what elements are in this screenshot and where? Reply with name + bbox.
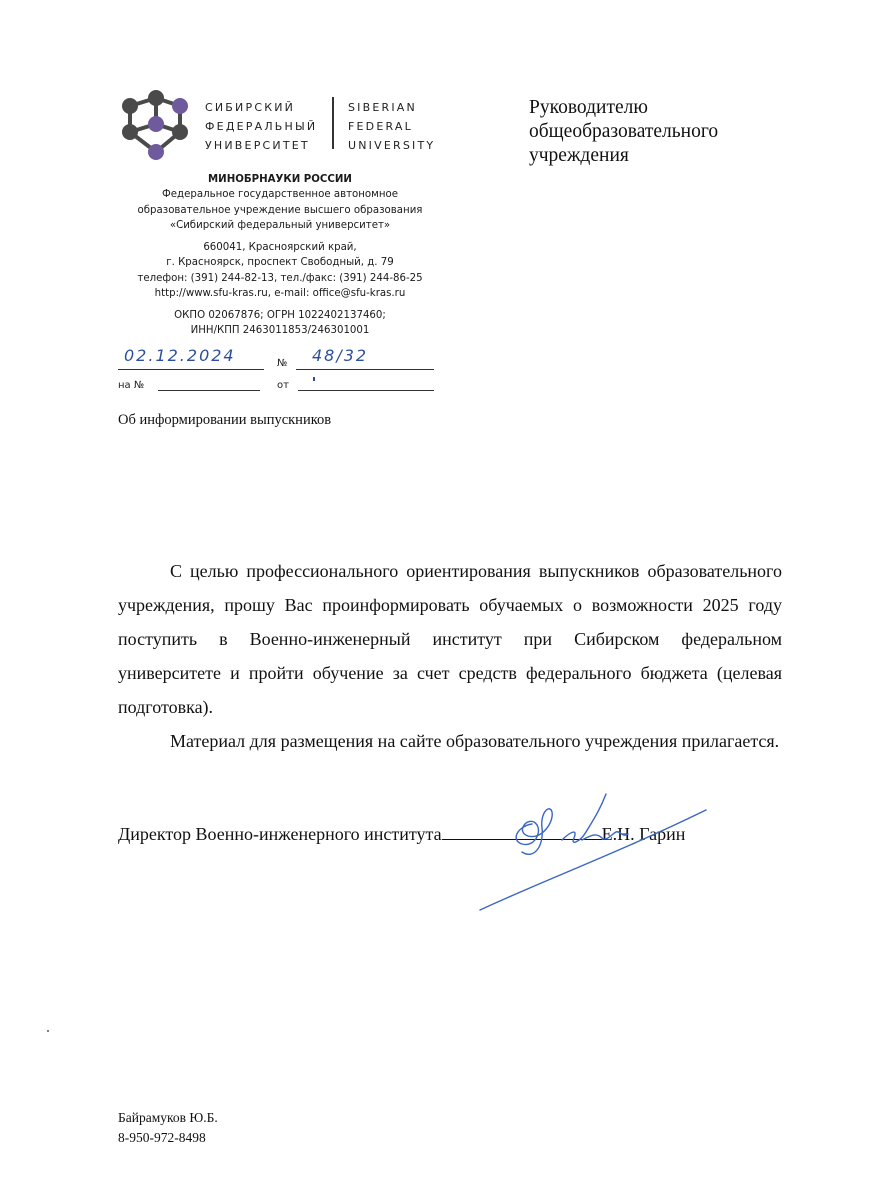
ink-mark: [313, 377, 315, 381]
university-name-ru-line: ФЕДЕРАЛЬНЫЙ: [205, 120, 318, 133]
address-block: [112, 240, 448, 302]
address-line: 660041, Красноярский край,: [203, 242, 357, 253]
codes-block: [112, 308, 448, 339]
executor-phone: 8-950-972-8498: [118, 1130, 206, 1145]
handwritten-signature: [470, 782, 710, 917]
outgoing-date: 02.12.2024: [124, 346, 236, 365]
ministry-title: МИНОБРНАУКИ РОССИИ: [208, 174, 352, 185]
executor-name: Байрамуков Ю.Б.: [118, 1110, 218, 1125]
executor-info: [118, 1108, 218, 1148]
address-line: телефон: (391) 244-82-13, тел./факс: (391) 244-86-25: [137, 272, 423, 284]
organization-block: [112, 172, 448, 234]
university-name-ru: [205, 98, 317, 155]
sfu-logo-icon: [118, 84, 194, 164]
from-underline: [298, 390, 434, 391]
codes-line: ИНН/КПП 2463011853/246301001: [190, 325, 370, 337]
university-name-en: [348, 98, 435, 155]
reference-underline: [158, 390, 260, 391]
address-line: http://www.sfu-kras.ru, e-mail: office@sfu-kras.ru: [154, 288, 406, 300]
university-name-en-line: UNIVERSITY: [348, 139, 436, 152]
addressee-line: учреждения: [529, 145, 629, 166]
letter-subject: Об информировании выпускников: [118, 412, 332, 428]
signer-name: Е.Н. Гарин: [601, 824, 686, 844]
university-name-ru-line: СИБИРСКИЙ: [205, 101, 296, 114]
university-name-en-line: FEDERAL: [348, 120, 413, 133]
reference-label: на №: [118, 380, 145, 391]
org-line: образовательное учреждение высшего образования: [137, 204, 423, 216]
address-line: г. Красноярск, проспект Свободный, д. 79: [166, 257, 394, 269]
org-line: «Сибирский федеральный университет»: [169, 220, 391, 232]
outgoing-number: 48/32: [312, 346, 369, 365]
letter-body: [118, 554, 782, 758]
org-line: Федеральное государственное автономное: [162, 189, 398, 201]
number-label: №: [277, 358, 288, 369]
addressee: [529, 96, 718, 168]
number-underline: [296, 369, 434, 370]
addressee-line: Руководителю: [529, 97, 648, 118]
date-underline: [118, 369, 264, 370]
university-name-ru-line: УНИВЕРСИТЕТ: [205, 139, 310, 152]
codes-line: ОКПО 02067876; ОГРН 1022402137460;: [174, 310, 386, 321]
logo-divider: [332, 97, 334, 149]
body-paragraph: С целью профессионального ориентирования выпускников образовательного учреждения, прошу Вас проинформировать обучаемых о возможности 2025 году поступить в Военно-инженерный институт при Сибирском федеральном университете и пройти обучение за счет средств федерального бюджета (целевая подготовка).: [118, 561, 782, 717]
addressee-line: общеобразовательного: [529, 121, 719, 142]
scan-speck: [47, 1030, 49, 1032]
body-paragraph: Материал для размещения на сайте образовательного учреждения прилагается.: [170, 731, 780, 751]
from-label: от: [277, 380, 289, 391]
university-name-en-line: SIBERIAN: [348, 101, 417, 114]
signer-position: Директор Военно-инженерного института: [118, 824, 442, 844]
